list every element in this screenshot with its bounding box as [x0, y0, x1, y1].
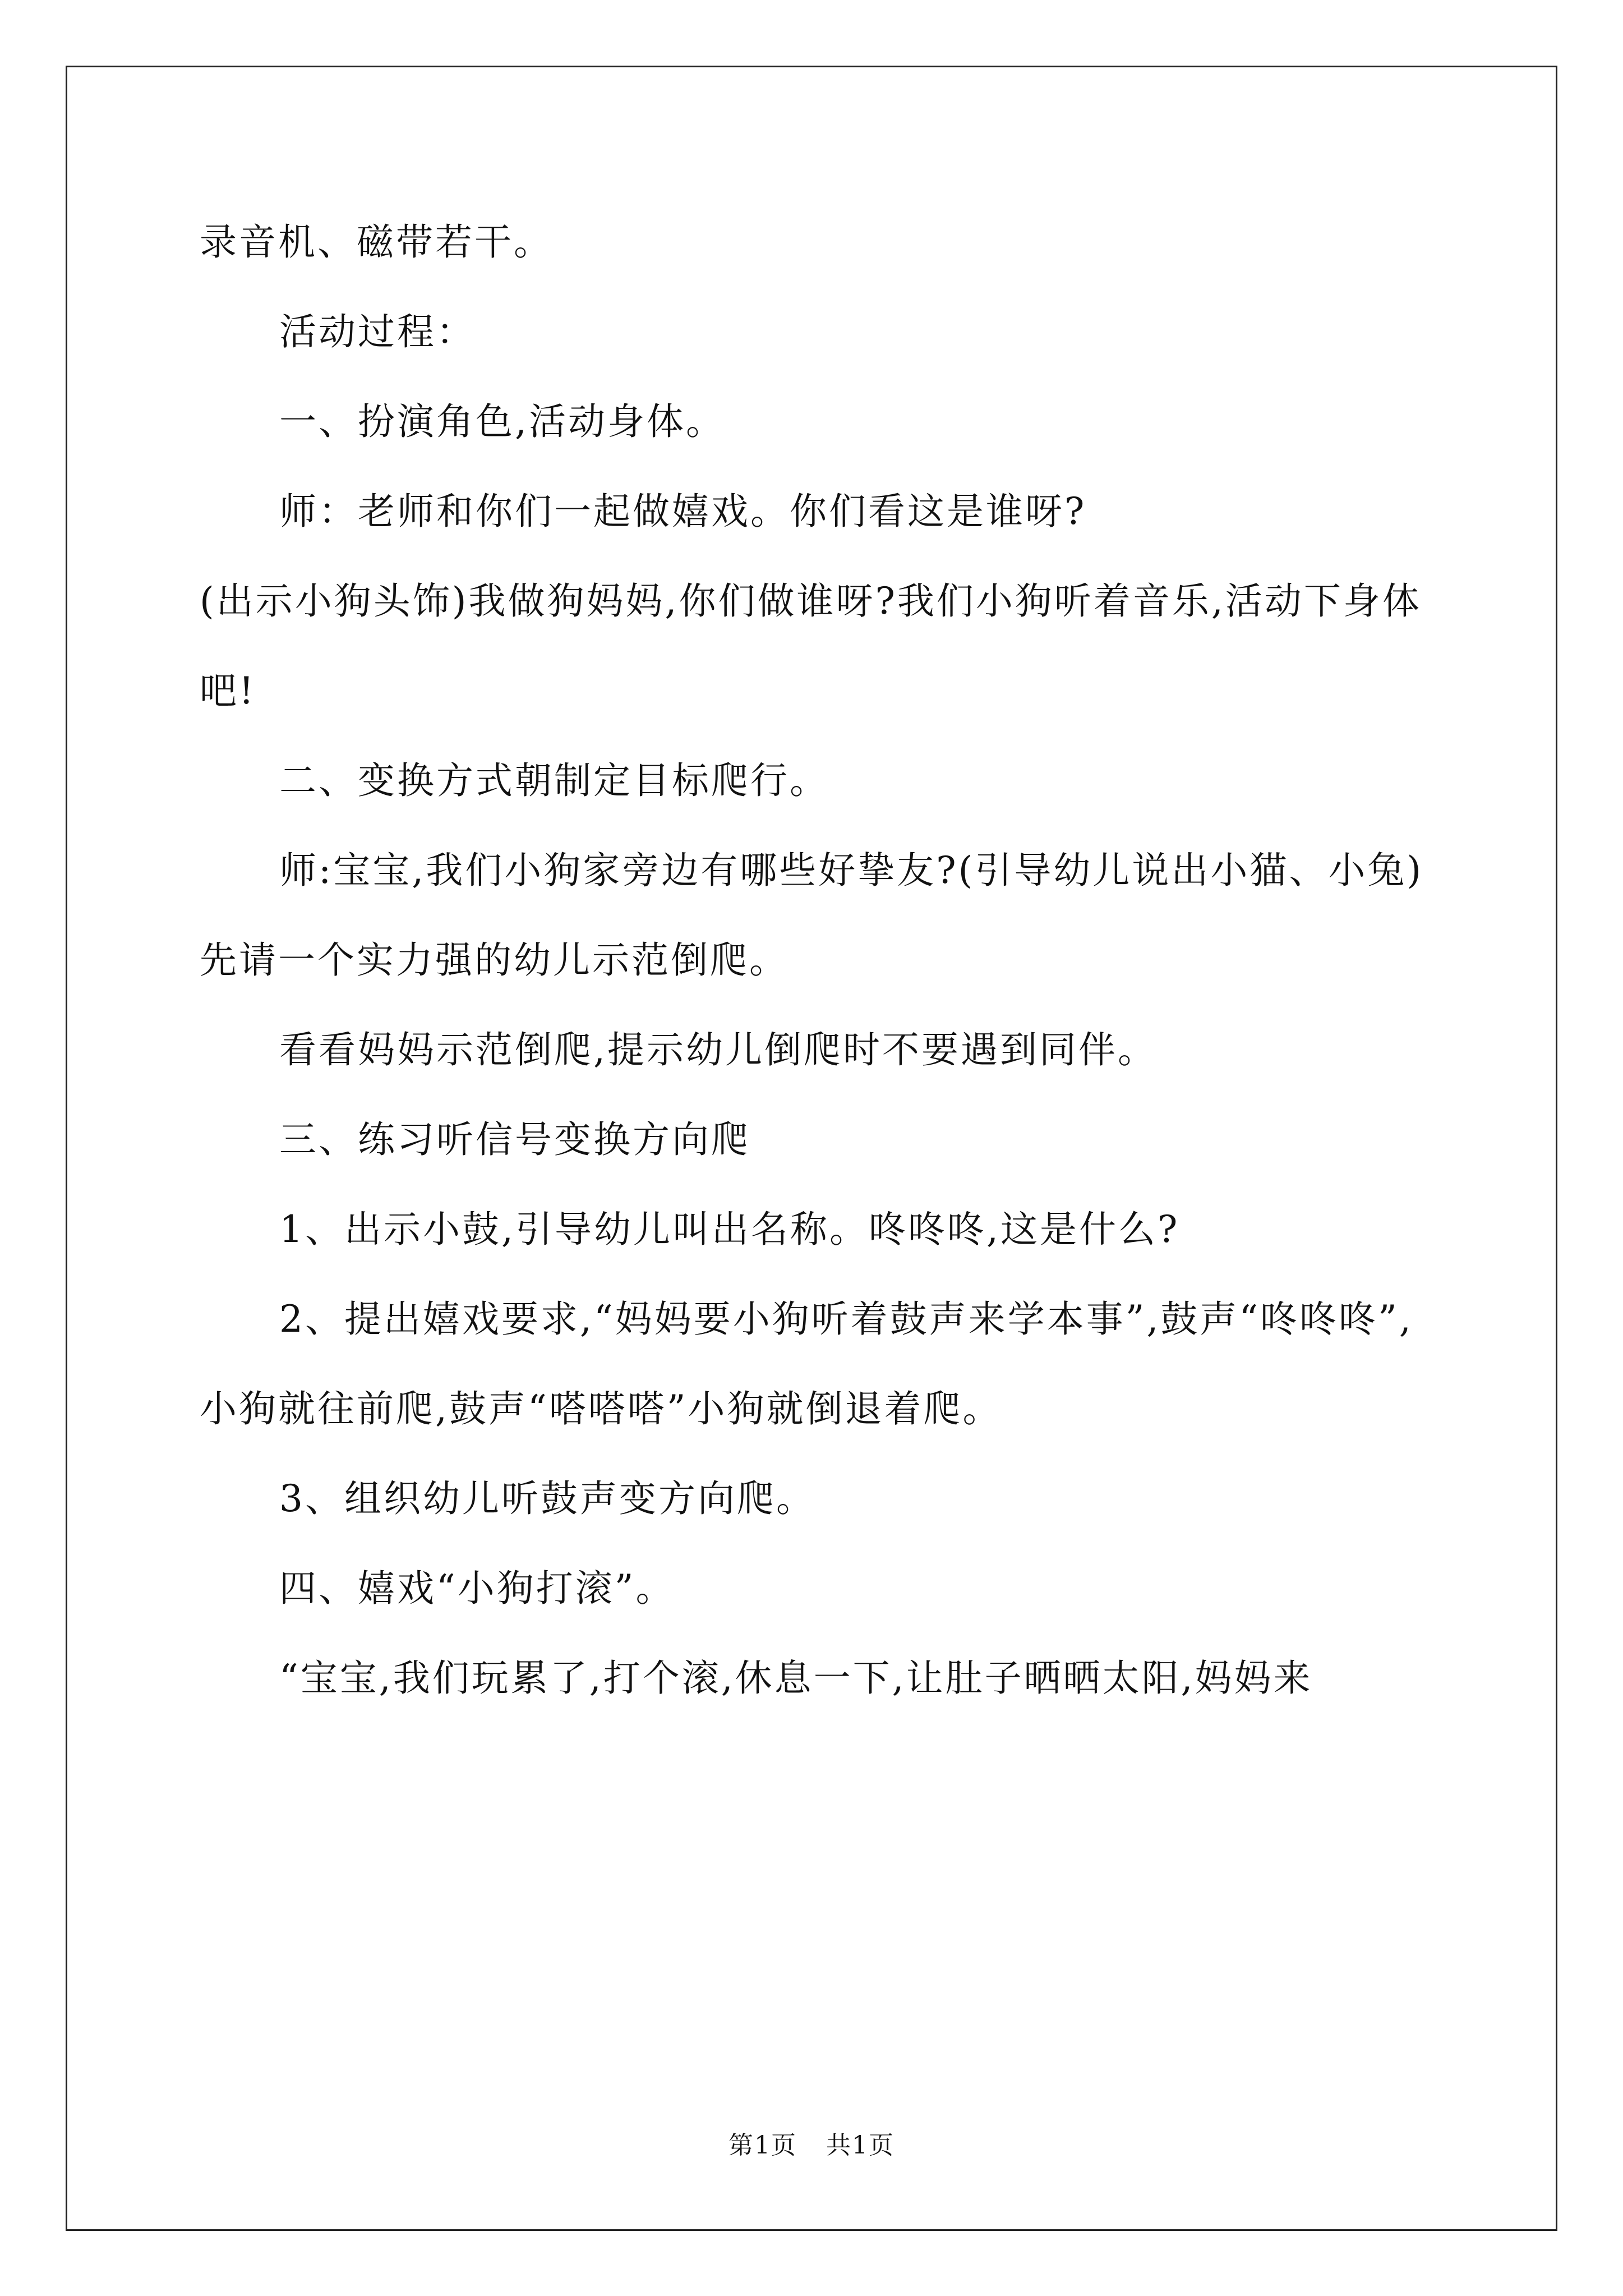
- paragraph-8: 看看妈妈示范倒爬,提示幼儿倒爬时不要遇到同伴。: [279, 1028, 1157, 1071]
- paragraph-1: 录音机、磁带若干。: [200, 220, 553, 264]
- page-footer: [0, 2125, 1623, 2161]
- paragraph-2: 活动过程：: [279, 310, 476, 353]
- paragraph-5: (出示小狗头饰)我做狗妈妈,你们做谁呀?我们小狗听着音乐,活动下身体吧!: [200, 579, 1422, 712]
- document-body: [200, 197, 1428, 1723]
- paragraph-13: 四、嬉戏“小狗打滚”。: [279, 1567, 675, 1610]
- paragraph-3: 一、扮演角色,活动身体。: [279, 400, 725, 443]
- page-number: 第1页: [728, 2131, 797, 2160]
- paragraph-7: 师:宝宝,我们小狗家旁边有哪些好挚友?(引导幼儿说出小猫、小兔)先请一个实力强的幼儿示范倒爬。: [200, 849, 1424, 982]
- paragraph-6: 二、变换方式朝制定目标爬行。: [279, 759, 829, 802]
- paragraph-14: “宝宝,我们玩累了,打个滚,休息一下,让肚子晒晒太阳,妈妈来: [279, 1657, 1313, 1700]
- paragraph-10: 1、出示小鼓,引导幼儿叫出名称。咚咚咚,这是什么?: [279, 1208, 1180, 1251]
- paragraph-4: 师：老师和你们一起做嬉戏。你们看这是谁呀?: [279, 490, 1087, 533]
- paragraph-12: 3、组织幼儿听鼓声变方向爬。: [279, 1477, 815, 1520]
- total-pages: 共1页: [826, 2131, 895, 2160]
- paragraph-11: 2、提出嬉戏要求,“妈妈要小狗听着鼓声来学本事”,鼓声“咚咚咚”,小狗就往前爬,鼓声“嗒嗒嗒”小狗就倒退着爬。: [200, 1297, 1413, 1430]
- paragraph-9: 三、练习听信号变换方向爬: [279, 1118, 750, 1161]
